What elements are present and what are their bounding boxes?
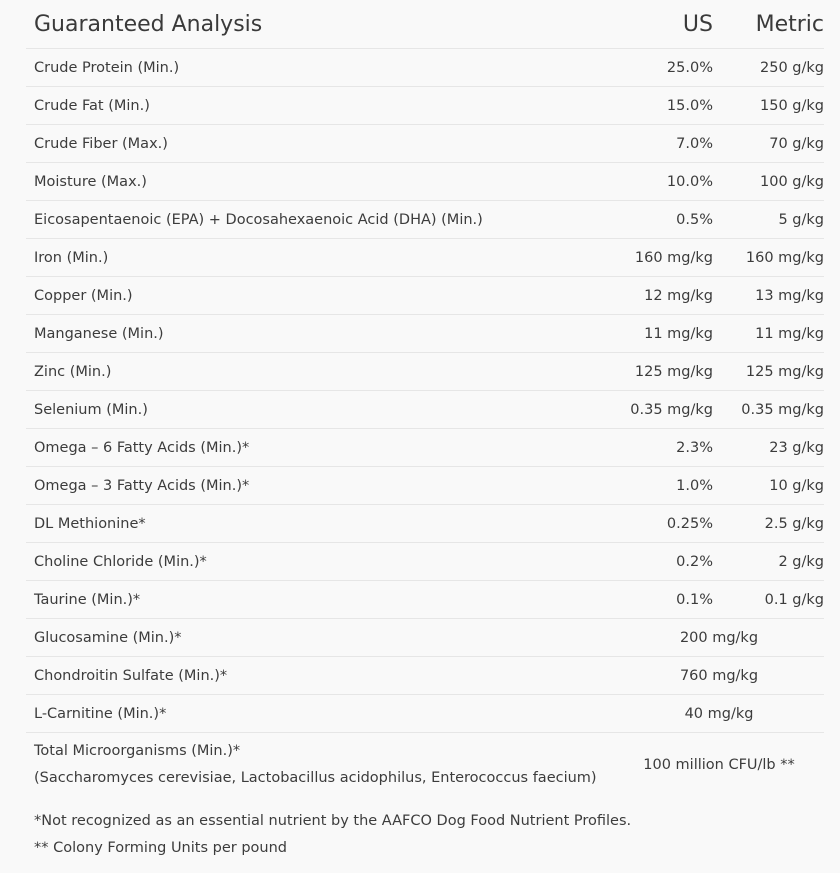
value-us: 125 mg/kg — [614, 353, 719, 391]
nutrient-name: Iron (Min.) — [26, 239, 614, 277]
table-row — [26, 543, 824, 581]
value-us: 0.1% — [614, 581, 719, 619]
footnote-cfu: ** Colony Forming Units per pound — [34, 840, 287, 856]
value-metric: 10 g/kg — [719, 467, 824, 505]
table-row — [26, 581, 824, 619]
table-title: Guaranteed Analysis — [26, 0, 614, 49]
table-row — [26, 695, 824, 733]
nutrient-name: Crude Fiber (Max.) — [26, 125, 614, 163]
value-us: 0.5% — [614, 201, 719, 239]
nutrient-name: Crude Fat (Min.) — [26, 87, 614, 125]
table-row — [26, 429, 824, 467]
table-row — [26, 657, 824, 695]
table-row — [26, 277, 824, 315]
value-us: 11 mg/kg — [614, 315, 719, 353]
value-us: 0.35 mg/kg — [614, 391, 719, 429]
value-metric: 23 g/kg — [719, 429, 824, 467]
value-metric: 150 g/kg — [719, 87, 824, 125]
nutrient-name: Copper (Min.) — [26, 277, 614, 315]
value-us: 0.25% — [614, 505, 719, 543]
table-row — [26, 87, 824, 125]
value-us: 1.0% — [614, 467, 719, 505]
nutrient-name: Moisture (Max.) — [26, 163, 614, 201]
value-metric: 2.5 g/kg — [719, 505, 824, 543]
value-us: 25.0% — [614, 49, 719, 87]
nutrient-name: Glucosamine (Min.)* — [26, 619, 614, 657]
column-header-us: US — [614, 0, 719, 49]
value-us: 160 mg/kg — [614, 239, 719, 277]
guaranteed-analysis-table — [26, 0, 824, 797]
value-metric: 0.35 mg/kg — [719, 391, 824, 429]
table-header-row — [26, 0, 824, 49]
microorganism-species: (Saccharomyces cerevisiae, Lactobacillus acidophilus, Enterococcus faecium) — [34, 770, 597, 786]
nutrient-name: Omega – 3 Fatty Acids (Min.)* — [26, 467, 614, 505]
nutrient-name: Total Microorganisms (Min.)* — [34, 743, 241, 759]
value-us: 0.2% — [614, 543, 719, 581]
value-metric: 250 g/kg — [719, 49, 824, 87]
value-us: 15.0% — [614, 87, 719, 125]
table-row — [26, 201, 824, 239]
value-metric: 0.1 g/kg — [719, 581, 824, 619]
value-metric: 70 g/kg — [719, 125, 824, 163]
nutrient-name: Omega – 6 Fatty Acids (Min.)* — [26, 429, 614, 467]
table-row — [26, 49, 824, 87]
table-row — [26, 353, 824, 391]
footnotes — [34, 808, 631, 862]
nutrient-name: Taurine (Min.)* — [26, 581, 614, 619]
table-row — [26, 163, 824, 201]
footnote-aafco: *Not recognized as an essential nutrient by the AAFCO Dog Food Nutrient Profiles. — [34, 813, 632, 829]
nutrient-name: Chondroitin Sulfate (Min.)* — [26, 657, 614, 695]
table-row — [26, 125, 824, 163]
table-row — [26, 619, 824, 657]
table-row — [26, 467, 824, 505]
nutrient-name: Zinc (Min.) — [26, 353, 614, 391]
nutrient-name: Manganese (Min.) — [26, 315, 614, 353]
column-header-metric: Metric — [719, 0, 824, 49]
value-metric: 100 g/kg — [719, 163, 824, 201]
value-metric: 2 g/kg — [719, 543, 824, 581]
value-metric: 125 mg/kg — [719, 353, 824, 391]
value-combined: 760 mg/kg — [614, 657, 824, 695]
value-metric: 13 mg/kg — [719, 277, 824, 315]
value-us: 2.3% — [614, 429, 719, 467]
nutrient-name: Crude Protein (Min.) — [26, 49, 614, 87]
value-metric: 11 mg/kg — [719, 315, 824, 353]
table-row — [26, 391, 824, 429]
nutrient-name: L-Carnitine (Min.)* — [26, 695, 614, 733]
nutrient-name: Selenium (Min.) — [26, 391, 614, 429]
value-us: 12 mg/kg — [614, 277, 719, 315]
value-us: 10.0% — [614, 163, 719, 201]
value-combined: 200 mg/kg — [614, 619, 824, 657]
table-row-microorganisms — [26, 733, 824, 798]
microorganisms-cell — [26, 733, 614, 798]
nutrient-name: Choline Chloride (Min.)* — [26, 543, 614, 581]
nutrient-name: DL Methionine* — [26, 505, 614, 543]
table-row — [26, 239, 824, 277]
value-us: 7.0% — [614, 125, 719, 163]
value-metric: 5 g/kg — [719, 201, 824, 239]
value-combined: 100 million CFU/lb ** — [643, 757, 795, 773]
value-combined: 40 mg/kg — [614, 695, 824, 733]
table-row — [26, 505, 824, 543]
table-row — [26, 315, 824, 353]
nutrient-name: Eicosapentaenoic (EPA) + Docosahexaenoic Acid (DHA) (Min.) — [26, 201, 614, 239]
value-metric: 160 mg/kg — [719, 239, 824, 277]
